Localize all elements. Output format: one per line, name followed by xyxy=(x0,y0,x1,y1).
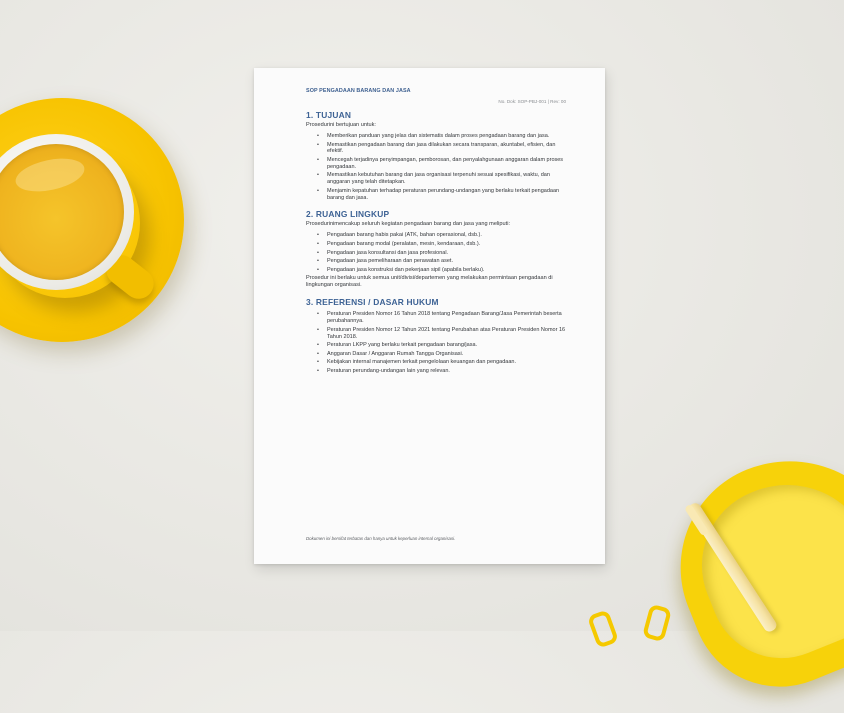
list-item: • Pengadaan jasa pemeliharaan dan perawatan aset. xyxy=(327,258,570,265)
list-item: • Peraturan LKPP yang berlaku terkait pengadaan barang/jasa. xyxy=(327,342,570,349)
section-tujuan xyxy=(306,110,570,201)
list-item: • Peraturan Presiden Nomor 12 Tahun 2021 tentang Perubahan atas Peraturan Presiden Nomor 16 Tahun 2018. xyxy=(327,327,570,341)
section-note: Prosedur ini berlaku untuk semua unit/divisi/departemen yang melakukan permintaan pengadaan di lingkungan organisasi. xyxy=(306,275,553,289)
list-item: • Anggaran Dasar / Anggaran Rumah Tangga Organisasi. xyxy=(327,351,570,358)
document-page xyxy=(254,68,605,564)
section-title: 2. RUANG LINGKUP xyxy=(306,209,390,220)
list-item: • Pengadaan barang habis pakai (ATK, bahan operasional, dsb.). xyxy=(327,232,570,239)
section-intro: Prosedurini bertujuan untuk: xyxy=(306,122,376,128)
document-number: No. Dok: SOP-PBJ-001 | Rev: 00 xyxy=(498,99,566,104)
list-item: • Pengadaan barang modal (peralatan, mesin, kendaraan, dsb.). xyxy=(327,241,570,248)
list-item: • Pengadaan jasa konstruksi dan pekerjaan sipil (apabila berlaku). xyxy=(327,267,570,274)
bullet-list xyxy=(306,232,570,273)
bullet-list xyxy=(306,133,570,201)
section-title: 1. TUJUAN xyxy=(306,110,352,120)
binder-clips xyxy=(588,606,678,636)
binder-clip xyxy=(642,604,672,643)
list-item: • Memastikan pengadaan barang dan jasa dilakukan secara transparan, akuntabel, efisien, dan efektif. xyxy=(327,142,570,156)
binder-clip xyxy=(587,609,619,648)
section-referensi xyxy=(306,297,570,374)
document-header: SOP PENGADAAN BARANG DAN JASA xyxy=(306,88,411,94)
section-title: 3. REFERENSI / DASAR HUKUM xyxy=(306,297,439,308)
list-item: • Kebijakan internal manajemen terkait pengelolaan keuangan dan pengadaan. xyxy=(327,359,570,366)
list-item: • Mencegah terjadinya penyimpangan, pemborosan, dan penyalahgunaan anggaran dalam proses pengadaan. xyxy=(327,157,570,171)
bullet-list xyxy=(306,311,570,374)
document-footer: Dokumen ini bersifat terbatas dan hanya untuk keperluan internal organisasi. xyxy=(306,536,456,541)
section-intro: Prosedurinimencakup seluruh kegiatan pengadaan barang dan jasa yang meliputi: xyxy=(306,221,510,228)
list-item: • Menjamin kepatuhan terhadap peraturan perundang-undangan yang berlaku terkait pengadaan barang dan jasa. xyxy=(327,188,570,202)
section-ruang-lingkup xyxy=(306,209,570,289)
yellow-tray-inner xyxy=(678,458,844,679)
list-item: • Peraturan Presiden Nomor 16 Tahun 2018 tentang Pengadaan Barang/Jasa Pemerintah beserta perubahannya. xyxy=(327,311,570,325)
list-item: • Memberikan panduan yang jelas dan sistematis dalam proses pengadaan barang dan jasa. xyxy=(327,133,570,140)
document-content xyxy=(306,110,570,376)
list-item: • Memastikan kebutuhan barang dan jasa organisasi terpenuhi sesuai spesifikasi, waktu, dan anggaran yang telah ditetapkan. xyxy=(327,172,570,186)
list-item: • Pengadaan jasa konsultansi dan jasa profesional. xyxy=(327,250,570,257)
list-item: • Peraturan perundang-undangan lain yang relevan. xyxy=(327,368,570,375)
